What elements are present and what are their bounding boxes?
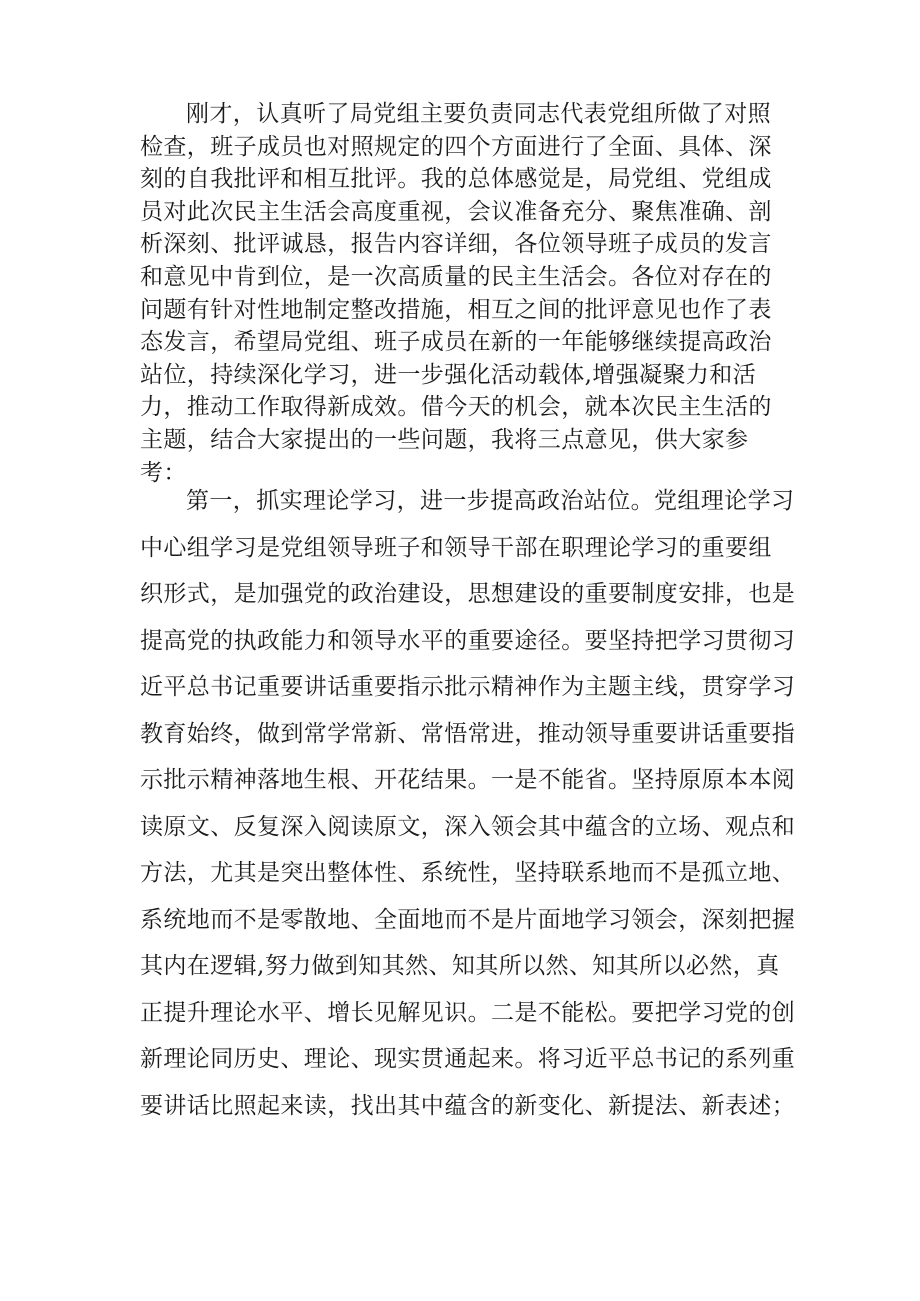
text-line: 主题，结合大家提出的一些问题，我将三点意见，供大家参 [140, 426, 749, 453]
text-line: 提高党的执政能力和领导水平的重要途径。要坚持把学习贯彻习 [140, 627, 796, 654]
text-line: 考： [140, 459, 187, 486]
text-line: 刻的自我批评和相互批评。我的总体感觉是，局党组、党组成 [140, 166, 772, 193]
text-line: 态发言，希望局党组、班子成员在新的一年能够继续提高政治 [140, 329, 772, 356]
paragraph-point-one [140, 478, 796, 1129]
text-line: 其内在逻辑,努力做到知其然、知其所以然、知其所以必然，真 [140, 953, 780, 979]
text-line: 站位，持续深化学习，进一步强化活动载体,增强凝聚力和活 [140, 361, 757, 388]
text-line: 要讲话比照起来读，找出其中蕴含的新变化、新提法、新表述； [140, 1092, 796, 1119]
text-line: 第一，抓实理论学习，进一步提高政治站位。党组理论学习 [186, 488, 795, 514]
text-line: 员对此次民主生活会高度重视，会议准备充分、聚焦准确、剖 [140, 198, 772, 225]
text-line: 织形式，是加强党的政治建设，思想建设的重要制度安排，也是 [140, 581, 796, 607]
text-line: 力，推动工作取得新成效。借今天的机会，就本次民主生活的 [140, 394, 772, 421]
text-line: 检查，班子成员也对照规定的四个方面进行了全面、具体、深 [140, 133, 772, 160]
text-line: 读原文、反复深入阅读原文，深入领会其中蕴含的立场、观点和 [140, 813, 796, 840]
text-line: 中心组学习是党组领导班子和领导干部在职理论学习的重要组 [140, 534, 772, 561]
paragraph-opening-remarks [140, 98, 790, 489]
text-line: 新理论同历史、理论、现实贯通起来。将习近平总书记的系列重 [140, 1046, 796, 1072]
text-line: 系统地而不是零散地、全面地而不是片面地学习领会，深刻把握 [140, 906, 796, 933]
text-line: 正提升理论水平、增长见解见识。二是不能松。要把学习党的创 [140, 999, 796, 1026]
text-line: 和意见中肯到位，是一次高质量的民主生活会。各位对存在的 [140, 263, 772, 290]
text-line: 方法，尤其是突出整体性、系统性，坚持联系地而不是孤立地、 [140, 860, 796, 886]
text-line: 示批示精神落地生根、开花结果。一是不能省。坚持原原本本阅 [140, 767, 796, 793]
text-line: 近平总书记重要讲话重要指示批示精神作为主题主线，贯穿学习 [140, 674, 796, 700]
text-line: 问题有针对性地制定整改措施，相互之间的批评意见也作了表 [140, 296, 772, 323]
text-line: 刚才，认真听了局党组主要负责同志代表党组所做了对照 [186, 101, 771, 127]
text-line: 析深刻、批评诚恳，报告内容详细，各位领导班子成员的发言 [140, 231, 772, 258]
text-line: 教育始终，做到常学常新、常悟常进，推动领导重要讲话重要指 [140, 720, 796, 747]
